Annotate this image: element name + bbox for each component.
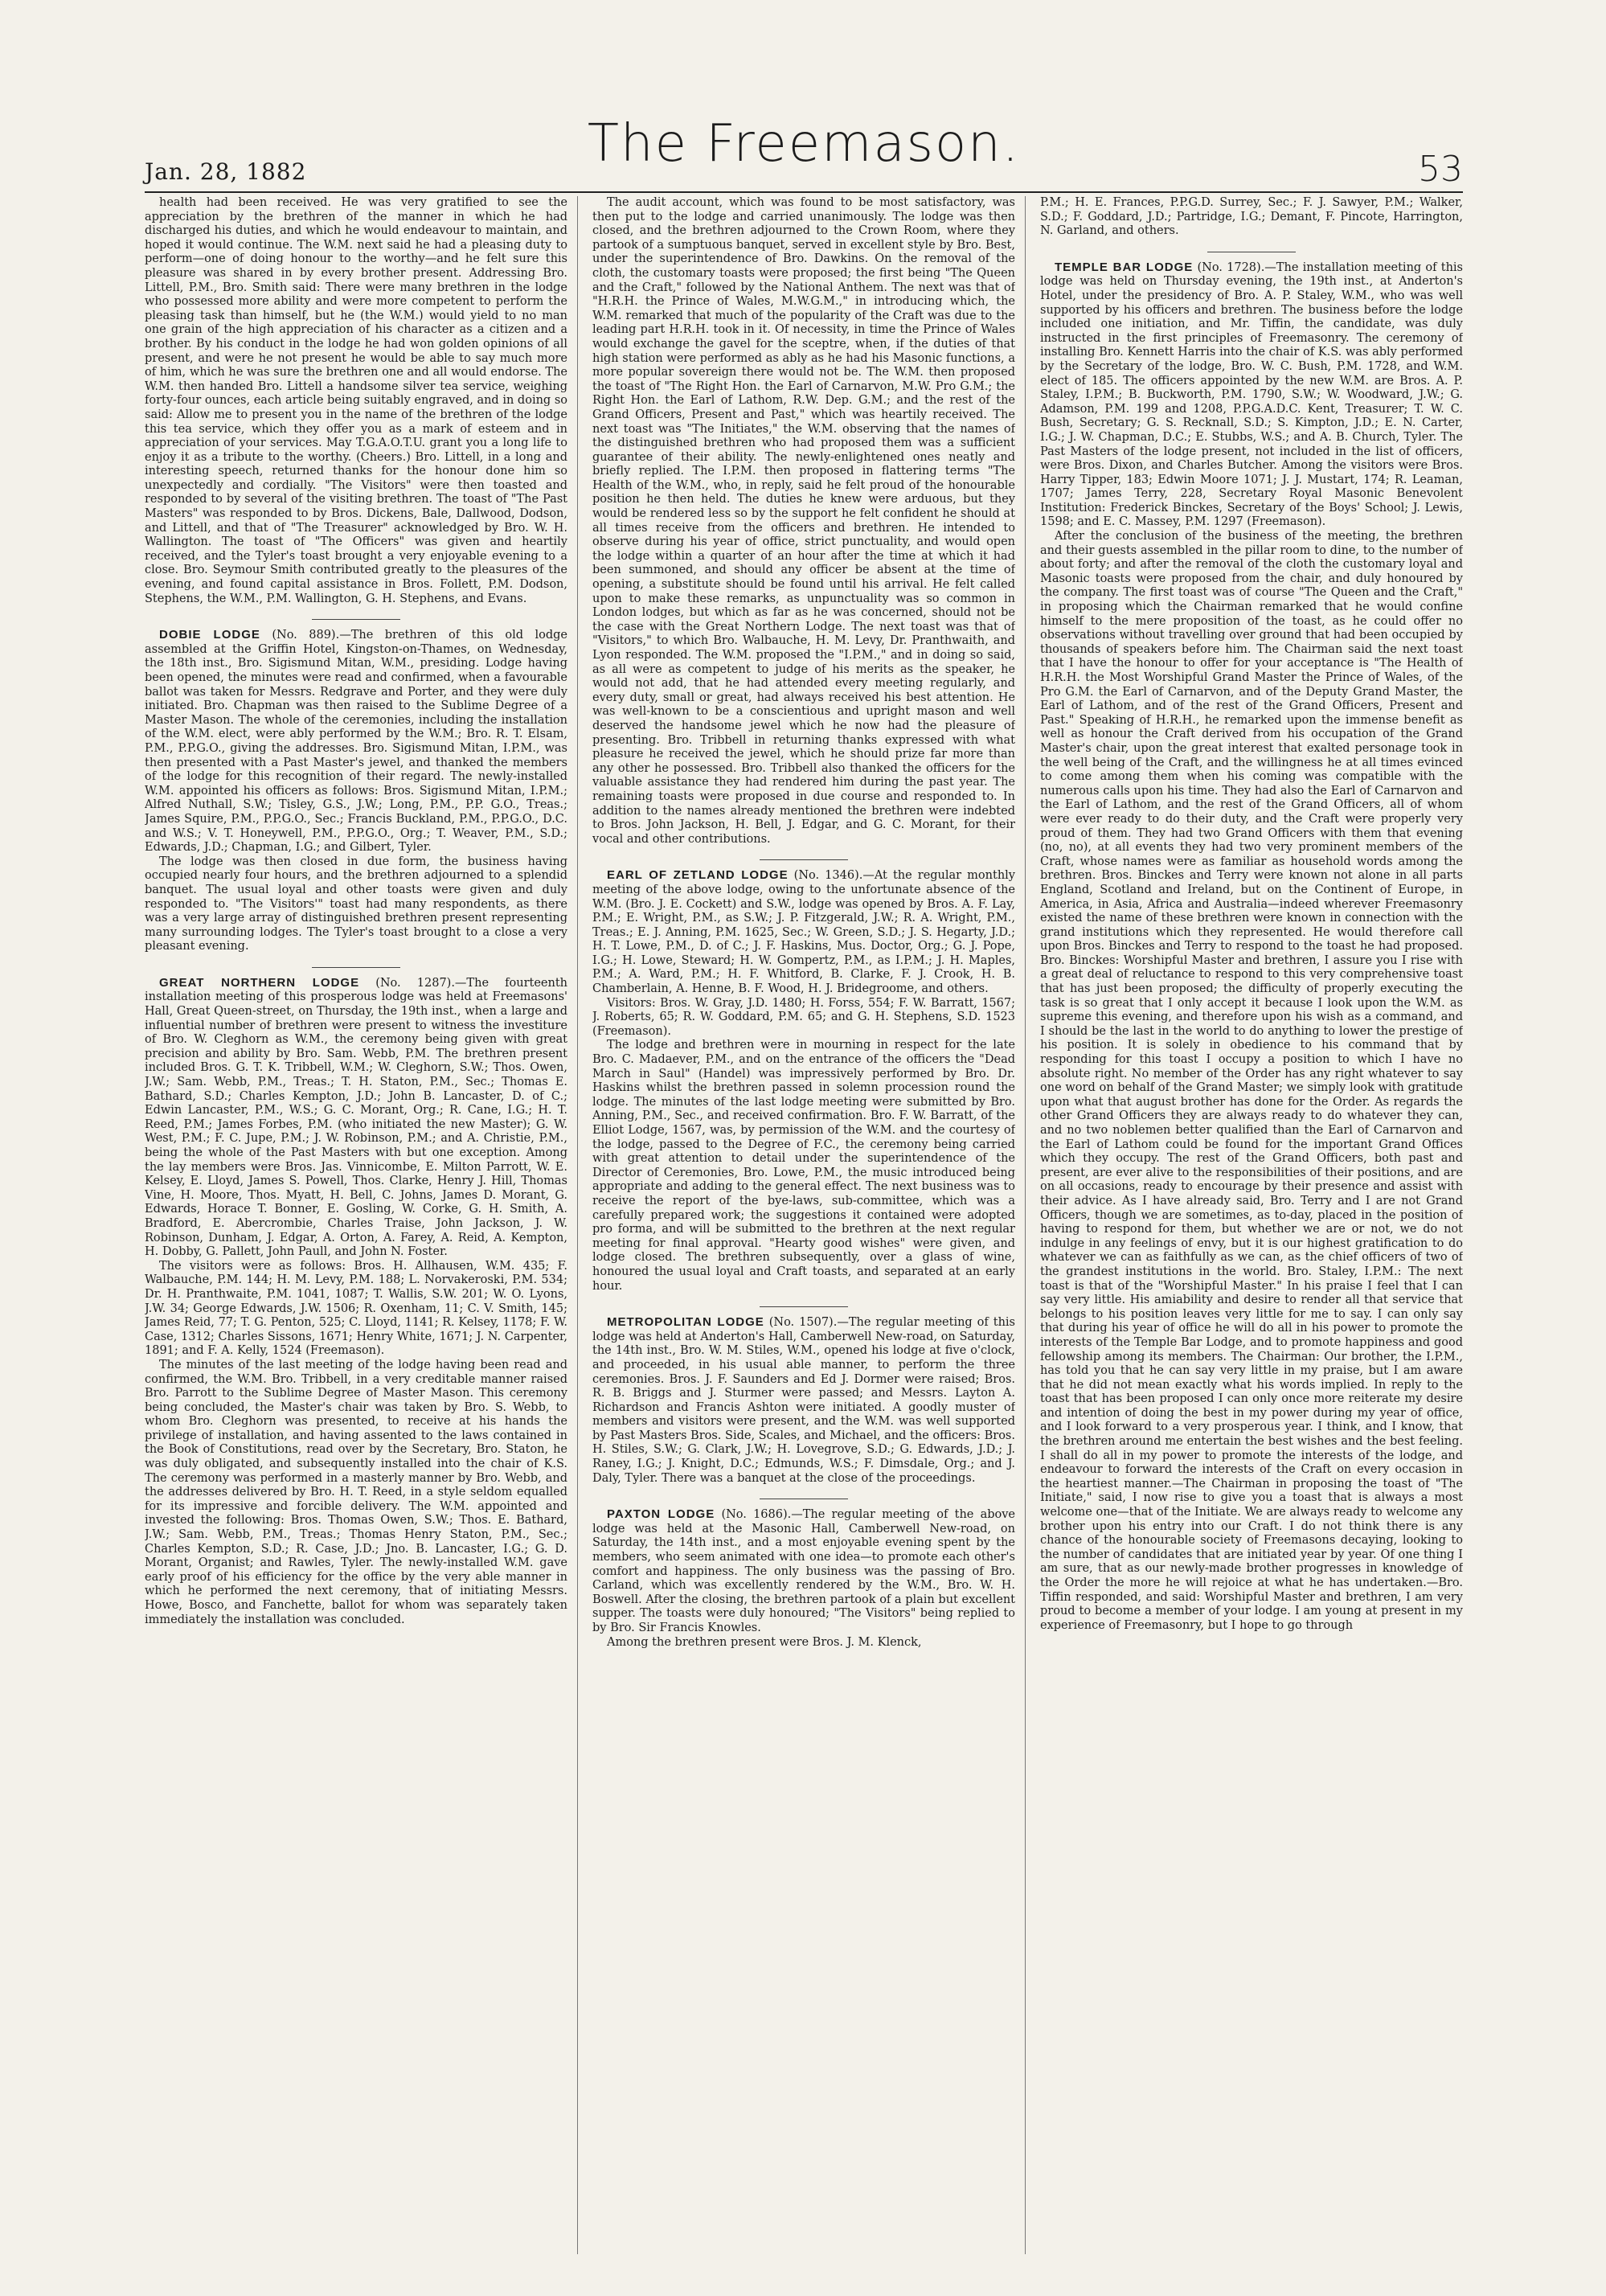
report-text: (No. 889).—The brethren of this old lodge assembled at the Griffin Hotel, Kingston-on-Thames, on Wednesday, the 18th inst., Bro. Sigismund Mitan, W.M., presiding. Lodge having been opened, the minutes were read and confirmed, when a favourable ballot was taken for Messrs. Redgrave and Porter, and they were duly initiated. Bro. Chapman was then raised to the Sublime Degree of a Master Mason. The whole of the ceremonies, including the installation of the W.M. elect, were ably performed by the W.M.; Bro. R. T. Elsam, P.M., P.P.G.O., giving the addresses. Bro. Sigismund Mitan, I.P.M., was then presented with a Past Master's jewel, and thanked the members of the lodge for this recognition of their regard. The newly-installed W.M. appointed his officers as follows: Bros. Sigismund Mitan, I.P.M.; Alfred Nuthall, S.W.; Tisley, G.S., J.W.; Long, P.M., P.P. G.O., Treas.; James Squire, P.M., P.P.G.O., Sec.; Francis Buckland, P.M., P.P.G.O., D.C. and W.S.; V. T. Honeywell, P.M., P.P.G.O., Org.; T. Weaver, P.M., S.D.; Edwards, J.D.; Chapman, I.G.; and Gilbert, Tyler. — [145, 629, 567, 855]
article-paragraph: The audit account, which was found to be most satisfactory, was then put to the lodge and carried unanimously. The lodge was then closed, and the brethren adjourned to the Crown Room, where they partook of a sumptuous banquet, served in excellent style by Bro. Best, under the superintendence of Bro. Dawkins. On the removal of the cloth, the customary toasts were proposed; the first being "The Queen and the Craft," followed by the National Anthem. The next was that of "H.R.H. the Prince of Wales, M.W.G.M.," in introducing which, the W.M. remarked that much of the popularity of the Craft was due to the leading part H.R.H. took in it. Of necessity, in time the Prince of Wales would exchange the gavel for the sceptre, when, if the duties of that high station were performed as ably as he had his Masonic functions, a more popular sovereign there would not be. The W.M. then proposed the toast of "The Right Hon. the Earl of Carnarvon, M.W. Pro G.M.; the Right Hon. the Earl of Lathom, R.W. Dep. G.M.; and the rest of the Grand Officers, Present and Past," which was heartily received. The next toast was "The Initiates," the W.M. observing that the names of the distinguished brethren who had proposed them was a sufficient guarantee of their ability. The newly-enlightened ones neatly and briefly replied. The I.P.M. then proposed in flattering terms "The Health of the W.M., who, in reply, said he felt proud of the honourable position he then held. The duties he knew were arduous, but they would be rendered less so by the support he felt confident he should at all times receive from the officers and brethren. He intended to observe during his year of office, strict punctuality, and would open the lodge within a quarter of an hour after the time at which it had been summoned, and should any officer be absent at the time of opening, a substitute should be found until his arrival. He felt called upon to make these remarks, as unpunctuality was so common in London lodges, but which as far as he was concerned, should not be the case with the Great Northern Lodge. The next toast was that of "Visitors," to which Bro. Walbauche, H. M. Levy, Dr. Pranthwaith, and Lyon responded. The W.M. proposed the "I.P.M.," and in doing so said, as all were as competent to judge of his merits as the speaker, he would not add, that he had attended every meeting regularly, and every duty, small or great, had always received his best attention. He was well-known to be a conscientious and upright mason and well deserved the handsome jewel which he now had the pleasure of presenting. Bro. Tribbell in returning thanks expressed with what pleasure he received the jewel, which he should prize far more than any other he possessed. Bro. Tribbell also thanked the officers for the valuable assistance they had rendered him during the past year. The remaining toasts were proposed in due course and responded to. In addition to the names already mentioned the brethren were indebted to Bros. John Jackson, H. Bell, J. Edgar, and G. C. Morant, for their vocal and other contributions. — [592, 196, 1015, 846]
report-text: (No. 1728).—The installation meeting of this lodge was held on Thursday evening, the 19th inst., at Anderton's Hotel, under the presidency of Bro. A. P. Staley, W.M., who was well supported by his officers and brethren. The business before the lodge included one initiation, and Mr. Tiffin, the candidate, was duly instructed in the first principles of Freemasonry. The ceremony of installing Bro. Kennett Harris into the chair of K.S. was ably performed by the Secretary of the lodge, Bro. W. C. Bush, P.M. 1728, and W.M. elect of 185. The officers appointed by the new W.M. are Bros. A. P. Staley, I.P.M.; B. Buckworth, P.M. 1790, S.W.; W. Woodward, J.W.; G. Adamson, P.M. 199 and 1208, P.P.G.A.D.C. Kent, Treasurer; T. W. C. Bush, Secretary; G. S. Recknall, S.D.; S. Kimpton, J.D.; E. N. Carter, I.G.; J. W. Chapman, D.C.; E. Stubbs, W.S.; and A. B. Church, Tyler. The Past Masters of the lodge present, not included in the list of officers, were Bros. Dixon, and Charles Butcher. Among the visitors were Bros. Harry Tipper, 183; Edwin Moore 1071; J. J. Mustart, 174; R. Leaman, 1707; James Terry, 228, Secretary Royal Masonic Benevolent Institution: Frederick Binckes, Secretary of the Boys' School; J. Lewis, 1598; and E. C. Massey, P.M. 1297 (Freemason). — [1040, 260, 1463, 529]
article-separator — [312, 619, 400, 620]
lodge-heading: TEMPLE BAR LODGE — [1055, 260, 1194, 274]
lodge-heading: EARL OF ZETLAND LODGE — [607, 868, 789, 883]
column-3 — [1040, 196, 1463, 2254]
column-divider — [1025, 196, 1026, 2254]
lodge-report — [1040, 260, 1463, 530]
article-paragraph: Among the brethren present were Bros. J. M. Klenck, — [607, 1635, 922, 1649]
column-divider — [577, 196, 578, 2254]
article-paragraph: P.M.; H. E. Frances, P.P.G.D. Surrey, Sec.; F. J. Sawyer, P.M.; Walker, S.D.; F. Goddard, J.D.; Partridge, I.G.; Demant, F. Pincote, Harrington, N. Garland, and others. — [1040, 196, 1463, 238]
lodge-report — [592, 868, 1015, 996]
lodge-report — [592, 1507, 1015, 1635]
report-text: (No. 1507).—The regular meeting of this lodge was held at Anderton's Hall, Camberwell New-road, on Saturday, the 14th inst., Bro. W. M. Stiles, W.M., opened his lodge at five o'clock, and proceeded, in his usual able manner, to perform the three ceremonies. Bros. J. F. Saunders and Ed J. Dormer were raised; Bros. R. B. Briggs and J. Sturmer were passed; and Messrs. Layton A. Richardson and Francis Ashton were initiated. A goodly muster of members and visitors were present, and the W.M. was well supported by Past Masters Bros. Side, Scales, and Michael, and the officers: Bros. H. Stiles, S.W.; G. Clark, J.W.; H. Lovegrove, S.D.; G. Edwards, J.D.; J. Raney, I.G.; J. Knight, D.C.; Edmunds, W.S.; F. Dimsdale, Org.; and J. Daly, Tyler. There was a banquet at the close of the proceedings. — [592, 1316, 1015, 1485]
issue-date: Jan. 28, 1882 — [145, 158, 307, 185]
lodge-report — [592, 1315, 1015, 1486]
article-paragraph: After the conclusion of the business of the meeting, the brethren and their guests assembled in the pillar room to dine, to the number of about forty; and after the removal of the cloth the customary loyal and Masonic toasts were proposed from the chair, and duly honoured by the company. The first toast was of course "The Queen and the Craft," in proposing which the Chairman remarked that he would confine himself to the mere proposition of the toast, as he could offer no observations without travelling over ground that had been occupied by thousands of speakers before him. The Chairman said the next toast that I have the honour to offer for your acceptance is "The Health of H.R.H. the Most Worshipful Grand Master the Prince of Wales, of the Pro G.M. the Earl of Carnarvon, and of the Deputy Grand Master, the Earl of Lathom, and of the rest of the Grand Officers, Present and Past." Speaking of H.R.H., he remarked upon the immense benefit as well as honour the Craft derived from his occupation of the Grand Master's chair, upon the great interest that exalted personage took in the well being of the Craft, and the willingness he at all times evinced to come among them when his coming was compatible with the numerous calls upon his time. They had also the Earl of Carnarvon and the Earl of Lathom, and the rest of the Grand Officers, all of whom were ever ready to do their duty, and the Craft were properly very proud of them. They had two Grand Officers with them that evening (no, no), at all events they had two very prominent members of the Craft, whose names were as familiar as household words among the brethren. Bros. Binckes and Terry were known not alone in all parts England, Scotland and Ireland, but on the Continent of Europe, in America, in Asia, Africa and Australia—indeed wherever Freemasonry existed the name of these brethren were known in connection with the grand institutions which they represented. He would therefore call upon Bros. Binckes and Terry to respond to the toast he had proposed. Bro. Binckes: Worshipful Master and brethren, I assure you I rise with a great deal of reluctance to respond to this very comprehensive toast that has just been proposed; the difficulty of properly executing the task is so great that I only accept it because I look upon the W.M. as supreme this evening, and therefore upon his wish as a command, and I should be the last in the world to do anything to lower the prestige of his position. It is solely in obedience to his command that by responding for this toast I occupy a position to which I have no absolute right. No member of the Order has any right whatever to say one word on behalf of the Grand Master; we simply look with gratitude upon what that august brother has done for the Order. As regards the other Grand Officers they are always ready to do whatever they can, and no two noblemen better qualified than the Earl of Carnarvon and the Earl of Lathom could be found for the important Grand Offices which they occupy. The rest of the Grand Officers, both past and present, are ever alive to the responsibilities of their positions, and are on all occasions, ready to encourage by their presence and assist with their advice. As I have already said, Bro. Terry and I are not Grand Officers, though we are sometimes, as to-day, placed in the position of having to respond for them, but whether we are or not, we do not indulge in any feelings of envy, but it is our highest gratification to do whatever we can as faithfully as we can, as the chief officers of two of the grandest institutions in the world. Bro. Staley, I.P.M.: The next toast is that of the "Worshipful Master." In his praise I feel that I can say very little. His amiability and desire to render all that service that belongs to his position leaves very little for me to say. I can only say that during his year of office he will do all in his power to promote the interests of the Temple Bar Lodge, and to promote happiness and good fellowship among its members. The Chairman: Our brother, the I.P.M., has told you that he can say very little in my praise, but I am aware that he did not mean exactly what his words implied. In reply to the toast that has been proposed I can only once more reiterate my desire and intention of doing the best in my power during my year of office, and I look forward to a very prosperous year. I think, and I know, that the brethren around me entertain the best wishes and the best feeling. I shall do all in my power to promote the interests of the lodge, and endeavour to forward the interests of the Craft on every occasion in the heartiest manner.—The Chairman in proposing the toast of "The Initiate," said, I now rise to give you a toast that is always a most welcome one—that of the Initiate. We are always ready to welcome any brother upon his entry into our Craft. I do not think there is any chance of the honourable society of Freemasons decaying, looking to the number of candidates that are initiated year by year. Of one thing I am sure, that as our newly-made brother progresses in knowledge of the Order the more he will rejoice at what he has undertaken.—Bro. Tiffin responded, and said: Worshipful Master and brethren, I am very proud to become a member of your lodge. I am young at present in my experience of Freemasonry, but I hope to go through — [1040, 530, 1463, 1632]
report-text: (No. 1686).—The regular meeting of the above lodge was held at the Masonic Hall, Camberwell New-road, on Saturday, the 14th inst., and a most enjoyable evening spent by the members, who seem animated with one idea—to promote each other's comfort and happiness. The only business was the passing of Bro. Carland, which was excellently rendered by the W.M., Bro. W. H. Boswell. After the closing, the brethren partook of a plain but excellent supper. The toasts were duly honoured; "The Visitors" being replied to by Bro. Sir Francis Knowles. — [592, 1508, 1015, 1634]
report-text: (No. 1346).—At the regular monthly meeting of the above lodge, owing to the unfortunate absence of the W.M. (Bro. J. E. Cockett) and S.W., lodge was opened by Bros. A. F. Lay, P.M.; E. Wright, P.M., as S.W.; J. P. Fitzgerald, J.W.; R. A. Wright, P.M., Treas.; E. J. Anning, P.M. 1625, Sec.; W. Green, S.D.; J. S. Hegarty, J.D.; H. T. Lowe, P.M., D. of C.; J. F. Haskins, Mus. Doctor, Org.; G. J. Pope, I.G.; H. Lowe, Steward; H. W. Gompertz, P.M., as I.P.M.; J. H. Maples, P.M.; A. Ward, P.M.; H. F. Whitford, B. Clarke, F. J. Crook, H. B. Chamberlain, A. Henne, B. F. Wood, H. J. Bridegroome, and others. — [592, 869, 1015, 996]
lodge-heading: GREAT NORTHERN LODGE — [159, 975, 360, 990]
article-separator — [760, 1306, 848, 1307]
column-1 — [145, 196, 567, 2254]
lodge-report — [145, 976, 567, 1260]
report-text: (No. 1287).—The fourteenth installation meeting of this prosperous lodge was held at Freemasons' Hall, Great Queen-street, on Thursday, the 19th inst., when a large and influential number of brethren were present to witness the investiture of Bro. W. Cleghorn as W.M., the ceremony being given with great precision and ability by Bro. Sam. Webb, P.M. The brethren present included Bros. G. T. K. Tribbell, W.M.; W. Cleghorn, S.W.; Thos. Owen, J.W.; Sam. Webb, P.M., Treas.; T. H. Staton, P.M., Sec.; Thomas E. Bathard, S.D.; Charles Kempton, J.D.; John B. Lancaster, D. of C.; Edwin Lancaster, P.M., W.S.; G. C. Morant, Org.; R. Cane, I.G.; H. T. Reed, P.M.; James Forbes, P.M. (who initiated the new Master); G. W. West, P.M.; F. C. Jupe, P.M.; J. W. Robinson, P.M.; and A. Christie, P.M., being the whole of the Past Masters with but one exception. Among the lay members were Bros. Jas. Vinnicombe, E. Milton Parrott, W. E. Kelsey, E. Lloyd, James S. Powell, Thos. Clarke, Henry J. Hill, Thomas Vine, H. Moore, Thos. Myatt, H. Bell, C. Johns, James D. Morant, G. Edwards, Horace T. Bonner, E. Gosling, W. Corke, G. H. Smith, A. Bradford, E. Abercrombie, Charles Traise, John Jackson, J. W. Robinson, Dunham, J. Edgar, A. Orton, A. Farey, A. Reid, A. Kempton, H. Dobby, G. Pallett, John Paull, and John N. Foster. — [145, 976, 567, 1259]
lodge-report — [145, 628, 567, 855]
masthead — [145, 114, 1463, 193]
column-2 — [592, 196, 1015, 2254]
lodge-heading: DOBIE LODGE — [159, 628, 260, 642]
article-separator — [760, 859, 848, 860]
page-number: 53 — [1418, 149, 1463, 190]
article-paragraph: The visitors were as follows: Bros. H. Allhausen, W.M. 435; F. Walbauche, P.M. 144; H. M. Levy, P.M. 188; L. Norvakeroski, P.M. 534; Dr. H. Pranthwaite, P.M. 1041, 1087; T. Wallis, S.W. 201; W. O. Lyons, J.W. 34; George Edwards, J.W. 1506; R. Oxenham, 11; C. V. Smith, 145; James Reid, 77; T. G. Penton, 525; C. Lloyd, 1141; R. Kelsey, 1178; F. W. Case, 1312; Charles Sissons, 1671; Henry White, 1671; J. N. Carpenter, 1891; and F. A. Kelly, 1524 (Freemason). — [145, 1259, 567, 1358]
article-paragraph: The lodge was then closed in due form, the business having occupied nearly four hours, and the brethren adjourned to a splendid banquet. The usual loyal and other toasts were given and duly responded to. "The Visitors'" toast had many respondents, as there was a very large array of distinguished brethren present representing many surrounding lodges. The Tyler's toast brought to a close a very pleasant evening. — [145, 855, 567, 953]
masthead-rule — [145, 191, 1463, 193]
article-paragraph: The minutes of the last meeting of the lodge having been read and confirmed, the W.M. Bro. Tribbell, in a very creditable manner raised Bro. Parrott to the Sublime Degree of Master Mason. This ceremony being concluded, the Master's chair was taken by Bro. S. Webb, to whom Bro. Cleghorn was presented, to receive at his hands the privilege of installation, and having assented to the laws contained in the Book of Constitutions, read over by the Secretary, Bro. Staton, he was duly obligated, and subsequently installed into the chair of K.S. The ceremony was performed in a masterly manner by Bro. Webb, and the addresses delivered by Bro. H. T. Reed, in a style seldom equalled for its impressive and forcible delivery. The W.M. appointed and invested the following: Bros. Thomas Owen, S.W.; Thos. E. Bathard, J.W.; Sam. Webb, P.M., Treas.; Thomas Henry Staton, P.M., Sec.; Charles Kempton, S.D.; R. Case, J.D.; Jno. B. Lancaster, I.G.; G. D. Morant, Organist; and Rawles, Tyler. The newly-installed W.M. gave early proof of his efficiency for the office by the very able manner in which he performed the next ceremony, that of initiating Messrs. Howe, Bosco, and Fanchette, ballot for whom was separately taken immediately the installation was concluded. — [145, 1358, 567, 1626]
lodge-heading: PAXTON LODGE — [607, 1507, 715, 1522]
article-paragraph: The lodge and brethren were in mourning in respect for the late Bro. C. Madaever, P.M., and on the entrance of the officers the "Dead March in Saul" (Handel) was impressively performed by Bro. Dr. Haskins whilst the brethren passed in solemn procession round the lodge. The minutes of the last lodge meeting were submitted by Bro. Anning, P.M., Sec., and received confirmation. Bro. F. W. Barratt, of the Elliot Lodge, 1567, was, by permission of the W.M. and the courtesy of the lodge, passed to the Degree of F.C., the ceremony being carried with great attention to detail under the superintendence of the Director of Ceremonies, Bro. Lowe, P.M., the music introduced being appropriate and adding to the general effect. The next business was to receive the report of the bye-laws, sub-committee, which was a carefully prepared work; the suggestions it contained were adopted pro forma, and will be submitted to the brethren at the next regular meeting for final approval. "Hearty good wishes" were given, and lodge closed. The brethren subsequently, over a glass of wine, honoured the usual loyal and Craft toasts, and separated at an early hour. — [592, 1039, 1015, 1293]
article-separator — [312, 967, 400, 968]
article-paragraph: Visitors: Bros. W. Gray, J.D. 1480; H. Forss, 554; F. W. Barratt, 1567; J. Roberts, 65; R. W. Goddard, P.M. 65; and G. H. Stephens, S.D. 1523 (Freemason). — [592, 996, 1015, 1038]
article-paragraph: health had been received. He was very gratified to see the appreciation by the brethren of the manner in which he had discharged his duties, and which he would endeavour to maintain, and hoped it would continue. The W.M. next said he had a pleasing duty to perform—one of doing honour to the worthy—and he felt sure this pleasure was shared in by every brother present. Addressing Bro. Littell, P.M., Bro. Smith said: There were many brethren in the lodge who possessed more ability and were more competent to perform the pleasing task than himself, but he (the W.M.) would yield to no man one grain of the high appreciation of his character as a citizen and a brother. By his conduct in the lodge he had won golden opinions of all present, and were he not present he would be able to say much more of him, which he was sure the brethren one and all would endorse. The W.M. then handed Bro. Littell a handsome silver tea service, weighing forty-four ounces, each article being suitably engraved, and in doing so said: Allow me to present you in the name of the brethren of the lodge this tea service, which they offer you as a mark of esteem and in appreciation of your services. May T.G.A.O.T.U. grant you a long life to enjoy it as a tribute to the worthy. (Cheers.) Bro. Littell, in a long and interesting speech, returned thanks for the honour done him so unexpectedly and cordially. "The Visitors" were then toasted and responded to by several of the visiting brethren. The toast of "The Past Masters" was responded to by Bros. Dickens, Bale, Dallwood, Dodson, and Littell, and that of "The Treasurer" acknowledged by Bro. W. H. Wallington. The toast of "The Officers" was given and heartily received, and the Tyler's toast brought a very enjoyable evening to a close. Bro. Seymour Smith contributed greatly to the pleasures of the evening, and found capital assistance in Bros. Follett, P.M. Dodson, Stephens, the W.M., P.M. Wallington, G. H. Stephens, and Evans. — [145, 196, 567, 605]
lodge-heading: METROPOLITAN LODGE — [607, 1315, 764, 1330]
newspaper-title: The Freemason. — [587, 114, 1021, 174]
